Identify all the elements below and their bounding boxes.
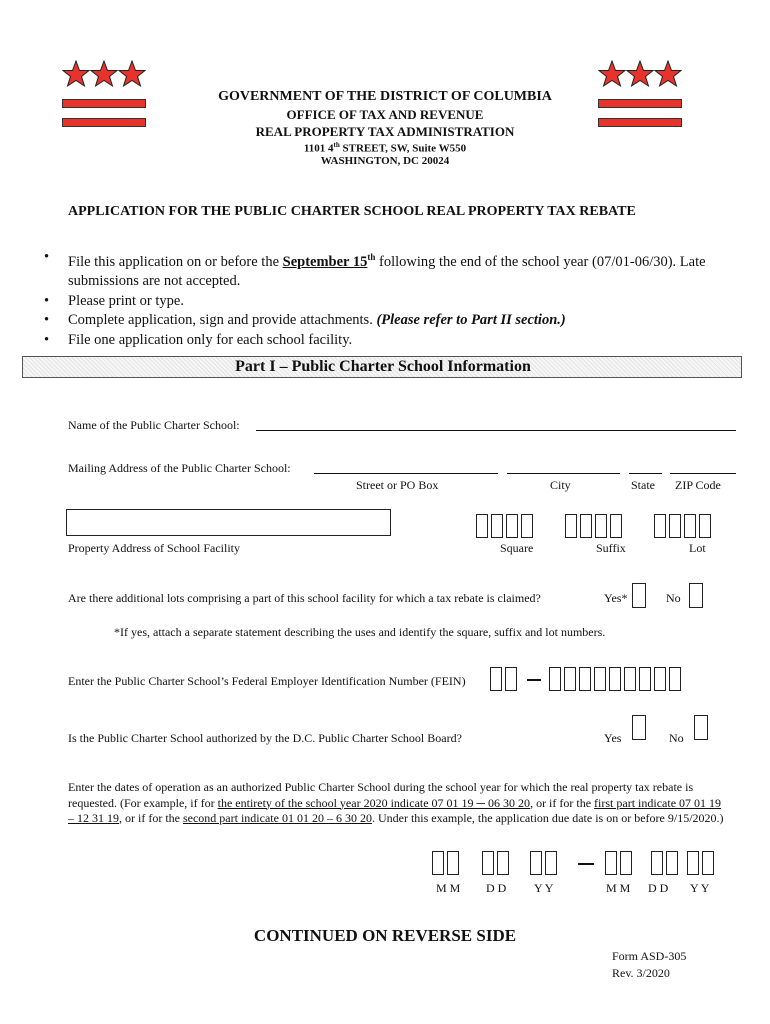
date-range-dash	[578, 863, 594, 865]
instruction-item: • Complete application, sign and provide attachments. (Please refer to Part II section.)	[44, 311, 744, 331]
authorized-yes-checkbox[interactable]	[632, 715, 646, 740]
star-icon	[626, 60, 654, 88]
state-field[interactable]	[629, 473, 662, 474]
end-yy-caption: Y Y	[690, 881, 710, 895]
street-caption: Street or PO Box	[356, 478, 439, 492]
fein-prefix-boxes[interactable]	[490, 667, 520, 691]
star-icon	[654, 60, 682, 88]
start-yy-caption: Y Y	[534, 881, 554, 895]
instruction-item: • File this application on or before the September 15th following the end of the school year (07/01-06/30). Late submissions are not accepted.	[44, 248, 744, 292]
property-address-label: Property Address of School Facility	[68, 541, 240, 555]
school-name-field[interactable]	[256, 430, 736, 431]
star-icon	[598, 60, 626, 88]
end-month-boxes[interactable]	[605, 851, 635, 875]
square-caption: Square	[500, 541, 534, 555]
office-city: WASHINGTON, DC 20024	[320, 155, 450, 167]
authorized-no-label: No	[669, 731, 684, 745]
lots-yes-label: Yes*	[604, 591, 628, 605]
additional-lots-question: Are there additional lots comprising a part of this school facility for which a tax rebate is claimed?	[68, 591, 541, 605]
instructions-list	[44, 248, 744, 350]
end-mm-caption: M M	[606, 881, 631, 895]
instruction-item: • Please print or type.	[44, 292, 744, 312]
start-year-boxes[interactable]	[530, 851, 560, 875]
part1-title: Part I – Public Charter School Information	[235, 358, 531, 375]
dc-flag-left	[62, 60, 146, 88]
end-day-boxes[interactable]	[651, 851, 681, 875]
admin-heading: REAL PROPERTY TAX ADMINISTRATION	[255, 124, 515, 139]
star-icon	[62, 60, 90, 88]
property-address-input[interactable]	[66, 509, 391, 536]
dates-instructions: Enter the dates of operation as an authorized Public Charter School during the school year for which the real property tax rebate is requested. (For example, if for the entirety of the school year 2020 indicate 07 01 19 ─ 06 30 20, or if for the first part indicate 07 01 19 – 12 31 19, or if for the second part indicate 01 01 20 – 6 30 20. Under this example, the application due date is on or before 9/15/2020.)	[68, 780, 724, 825]
authorized-no-checkbox[interactable]	[694, 715, 708, 740]
lot-caption: Lot	[689, 541, 706, 555]
form-title: APPLICATION FOR THE PUBLIC CHARTER SCHOOL REAL PROPERTY TAX REBATE	[68, 204, 636, 219]
instruction-item: • File one application only for each school facility.	[44, 331, 744, 351]
fein-label: Enter the Public Charter School’s Federal Employer Identification Number (FEIN)	[68, 674, 466, 688]
start-dd-caption: D D	[486, 881, 507, 895]
start-day-boxes[interactable]	[482, 851, 512, 875]
authorized-question: Is the Public Charter School authorized by the D.C. Public Charter School Board?	[68, 731, 462, 745]
end-dd-caption: D D	[648, 881, 669, 895]
start-mm-caption: M M	[436, 881, 461, 895]
gov-heading: GOVERNMENT OF THE DISTRICT OF COLUMBIA	[218, 89, 552, 104]
fein-dash	[527, 679, 541, 681]
form-revision: Rev. 3/2020	[612, 966, 670, 980]
dc-flag-right	[598, 60, 682, 88]
square-boxes[interactable]	[476, 514, 536, 538]
suffix-caption: Suffix	[596, 541, 626, 555]
zip-field[interactable]	[670, 473, 736, 474]
end-year-boxes[interactable]	[687, 851, 717, 875]
start-month-boxes[interactable]	[432, 851, 462, 875]
zip-caption: ZIP Code	[675, 478, 721, 492]
street-field[interactable]	[314, 473, 498, 474]
part1-header	[22, 356, 742, 378]
lots-yes-checkbox[interactable]	[632, 583, 646, 608]
state-caption: State	[631, 478, 655, 492]
city-field[interactable]	[507, 473, 620, 474]
star-icon	[90, 60, 118, 88]
additional-lots-note: *If yes, attach a separate statement describing the uses and identify the square, suffix and lot numbers.	[114, 625, 606, 639]
form-id: Form ASD-305	[612, 949, 687, 963]
suffix-boxes[interactable]	[565, 514, 625, 538]
office-address: 1101 4th STREET, SW, Suite W550	[303, 141, 467, 155]
star-icon	[118, 60, 146, 88]
office-heading: OFFICE OF TAX AND REVENUE	[286, 107, 484, 122]
lots-no-label: No	[666, 591, 681, 605]
school-name-label: Name of the Public Charter School:	[68, 418, 240, 432]
mailing-address-label: Mailing Address of the Public Charter School:	[68, 461, 291, 475]
authorized-yes-label: Yes	[604, 731, 622, 745]
fein-number-boxes[interactable]	[549, 667, 684, 691]
lot-boxes[interactable]	[654, 514, 714, 538]
city-caption: City	[550, 478, 571, 492]
lots-no-checkbox[interactable]	[689, 583, 703, 608]
continued-notice: CONTINUED ON REVERSE SIDE	[253, 926, 517, 945]
